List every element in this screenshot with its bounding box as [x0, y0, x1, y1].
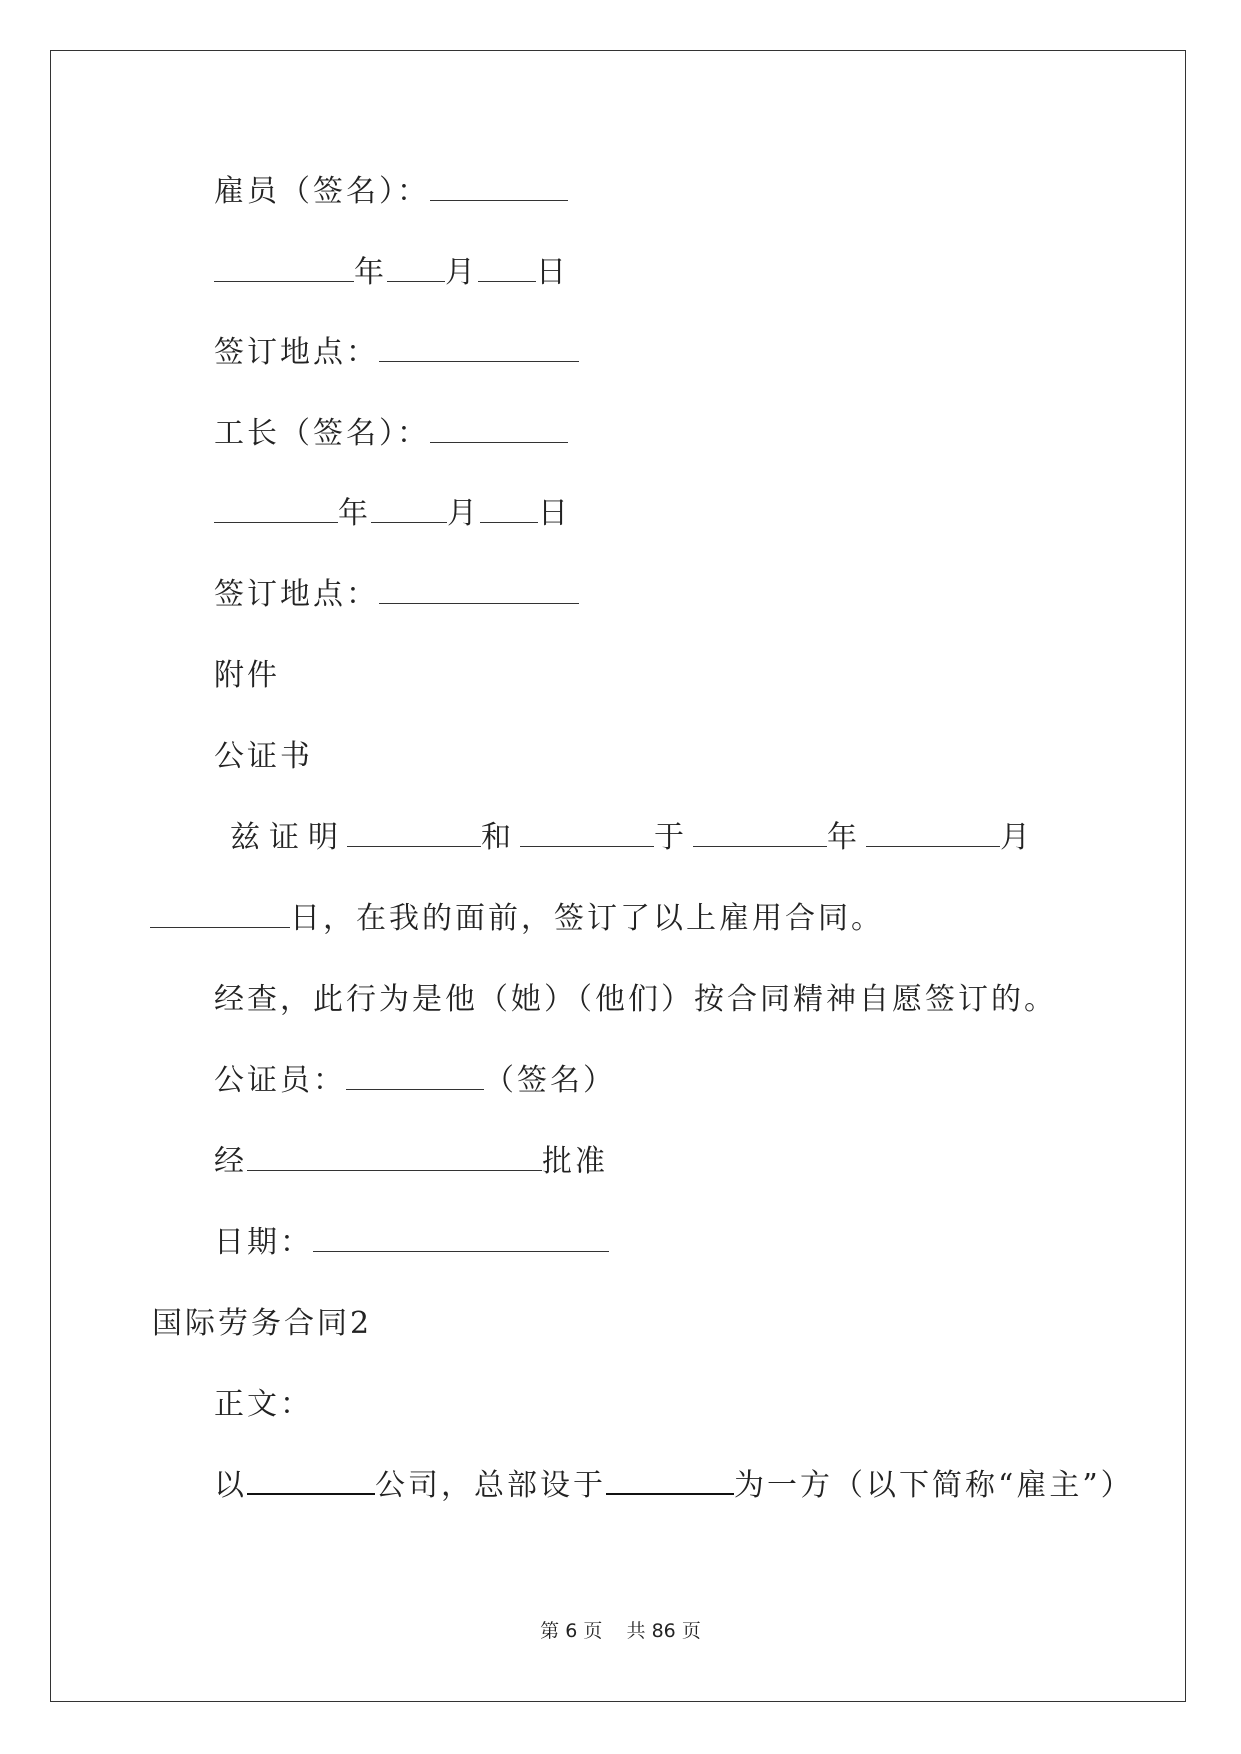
page-border [50, 50, 1186, 1702]
employee-day-blank[interactable] [478, 255, 536, 282]
contract-heading: 国际劳务合同2 [152, 1306, 373, 1341]
notary-signature-line [214, 1061, 616, 1101]
cert-day-blank[interactable] [150, 901, 290, 928]
year-label: 年 [827, 820, 866, 855]
employee-signature-line [214, 172, 568, 212]
certificate-statement-line [230, 818, 1039, 858]
total-prefix: 共 [626, 1620, 646, 1642]
attachment-label: 附件 [214, 658, 280, 693]
employee-place-line [214, 333, 579, 373]
day-label: 日 [538, 496, 571, 531]
foreman-signature-label: 工长（签名）： [214, 416, 430, 451]
foreman-signature-blank[interactable] [430, 416, 568, 443]
date-blank[interactable] [313, 1225, 609, 1252]
headquarters-blank[interactable] [606, 1467, 734, 1495]
foreman-day-blank[interactable] [480, 496, 538, 523]
employee-signature-label: 雇员（签名）： [214, 174, 430, 209]
certify-text: 兹证明 [230, 820, 347, 855]
party-b-blank[interactable] [520, 820, 654, 847]
page-prefix: 第 [540, 1620, 560, 1642]
verification-text: 经查，此行为是他（她）（他们）按合同精神自愿签订的。 [214, 982, 1057, 1017]
approval-line [214, 1142, 608, 1182]
approval-suffix: 批准 [542, 1144, 608, 1179]
notary-label: 公证员： [214, 1063, 346, 1098]
company-name-blank[interactable] [247, 1467, 375, 1495]
approver-blank[interactable] [247, 1144, 542, 1171]
signature-note: （签名） [484, 1063, 616, 1098]
foreman-place-line [214, 575, 579, 615]
intro-suffix: 为一方（以下简称“雇主”） [734, 1468, 1134, 1503]
on-text: 于 [654, 820, 693, 855]
employee-date-line [214, 253, 569, 293]
employee-month-blank[interactable] [387, 255, 445, 282]
foreman-month-blank[interactable] [371, 496, 447, 523]
party-a-blank[interactable] [347, 820, 481, 847]
certificate-statement-continuation [150, 899, 884, 939]
cert-month-blank[interactable] [866, 820, 1000, 847]
certificate-statement-text: 日，在我的面前，签订了以上雇用合同。 [290, 901, 884, 936]
page-number: 6 [565, 1620, 578, 1642]
page-footer [0, 1619, 1241, 1643]
signing-place-blank[interactable] [379, 335, 579, 362]
month-label: 月 [1000, 820, 1039, 855]
notarial-certificate-title: 公证书 [214, 739, 313, 774]
and-text: 和 [481, 820, 520, 855]
month-label: 月 [445, 255, 478, 290]
day-label: 日 [536, 255, 569, 290]
foreman-signature-line [214, 414, 568, 454]
year-label: 年 [338, 496, 371, 531]
month-label: 月 [447, 496, 480, 531]
page-suffix: 页 [583, 1620, 603, 1642]
signing-place-label: 签订地点： [214, 577, 379, 612]
employee-signature-blank[interactable] [430, 174, 568, 201]
foreman-place-blank[interactable] [379, 577, 579, 604]
date-line [214, 1223, 609, 1263]
intro-middle: 公司，总部设于 [375, 1468, 606, 1503]
signing-place-label: 签订地点： [214, 335, 379, 370]
approval-prefix: 经 [214, 1144, 247, 1179]
total-suffix: 页 [681, 1620, 701, 1642]
notary-signature-blank[interactable] [346, 1063, 484, 1090]
cert-year-blank[interactable] [693, 820, 827, 847]
body-label: 正文： [214, 1387, 313, 1422]
year-label: 年 [354, 255, 387, 290]
date-label: 日期： [214, 1225, 313, 1260]
foreman-date-line [214, 494, 571, 534]
employer-intro-line [214, 1466, 1134, 1506]
foreman-year-blank[interactable] [214, 496, 338, 523]
intro-prefix: 以 [214, 1468, 247, 1503]
employee-year-blank[interactable] [214, 255, 354, 282]
total-pages: 86 [651, 1620, 676, 1642]
